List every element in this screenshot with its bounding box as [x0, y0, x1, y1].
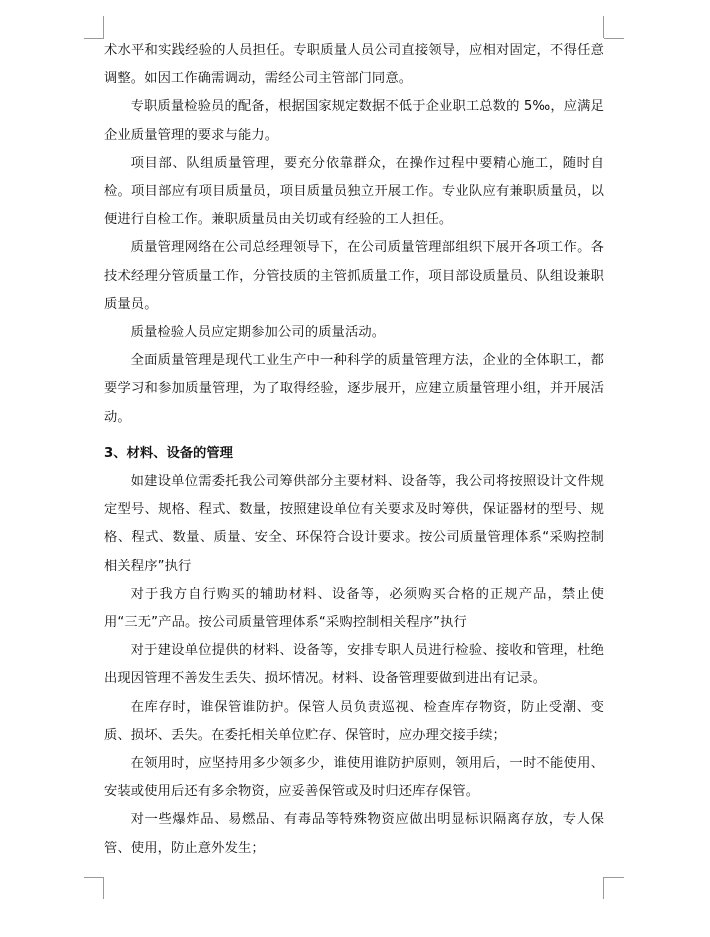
- body-paragraph: 术水平和实践经验的人员担任。专职质量人员公司直接领导，应相对固定，不得任意调整。如因工作确需调动，需经公司主管部门同意。: [104, 43, 604, 87]
- crop-mark-bottom-right-v: [603, 877, 604, 899]
- body-paragraph: 对于我方自行购买的辅助材料、设备等，必须购买合格的正规产品，禁止使用“三无”产品。按公司质量管理体系“采购控制相关程序”执行: [104, 586, 604, 631]
- body-paragraph: 全面质量管理是现代工业生产中一种科学的质量管理方法，企业的全体职工，都要学习和参加质量管理，为了取得经验，逐步展开，应建立质量管理小组，并开展活动。: [104, 353, 604, 425]
- section-heading: 3、材料、设备的管理: [104, 445, 233, 461]
- crop-mark-top-right-v: [603, 16, 604, 38]
- crop-mark-bottom-left-v: [103, 877, 104, 899]
- crop-mark-bottom-right-h: [604, 877, 624, 878]
- body-paragraph: 项目部、队组质量管理，要充分依靠群众，在操作过程中要精心施工，随时自检。项目部应有项目质量员，项目质量员独立开展工作。专业队应有兼职质量员，以便进行自检工作。兼职质量员由关切或有经验的工人担任。: [104, 155, 604, 228]
- body-paragraph: 对一些爆炸品、易燃品、有毒品等特殊物资应做出明显标识隔离存放，专人保管、使用，防止意外发生；: [104, 812, 604, 856]
- document-body: [104, 37, 604, 863]
- body-paragraph: 在领用时，应坚持用多少领多少，谁使用谁防护原则，领用后，一时不能使用、安装或使用后还有多余物资，应妥善保管或及时归还库存保管。: [104, 756, 604, 800]
- body-paragraph: 在库存时，谁保管谁防护。保管人员负责巡视、检查库存物资，防止受潮、变质、损坏、丢失。在委托相关单位贮存、保管时，应办理交接手续；: [104, 699, 604, 743]
- body-paragraph: 对于建设单位提供的材料、设备等，安排专职人员进行检验、接收和管理，杜绝出现因管理不善发生丢失、损坏情况。材料、设备管理要做到进出有记录。: [104, 643, 604, 687]
- body-paragraph: 如建设单位需委托我公司筹供部分主要材料、设备等，我公司将按照设计文件规定型号、规格、程式、数量，按照建设单位有关要求及时筹供，保证器材的型号、规格、程式、数量、质量、安全、环保符合设计要求。按公司质量管理体系“采购控制相关程序”执行: [104, 474, 604, 574]
- body-paragraph: 质量检验人员应定期参加公司的质量活动。: [130, 325, 386, 341]
- body-paragraph: 质量管理网络在公司总经理领导下，在公司质量管理部组织下展开各项工作。各技术经理分管质量工作，分管技质的主管抓质量工作，项目部设质量员、队组设兼职质量员。: [104, 240, 604, 312]
- body-paragraph: 专职质量检验员的配备，根据国家规定数据不低于企业职工总数的 5‰，应满足企业质量管理的要求与能力。: [104, 99, 604, 143]
- crop-mark-top-left-h: [84, 38, 104, 39]
- crop-mark-top-left-v: [103, 16, 104, 38]
- crop-mark-top-right-h: [604, 38, 624, 39]
- crop-mark-bottom-left-h: [84, 877, 104, 878]
